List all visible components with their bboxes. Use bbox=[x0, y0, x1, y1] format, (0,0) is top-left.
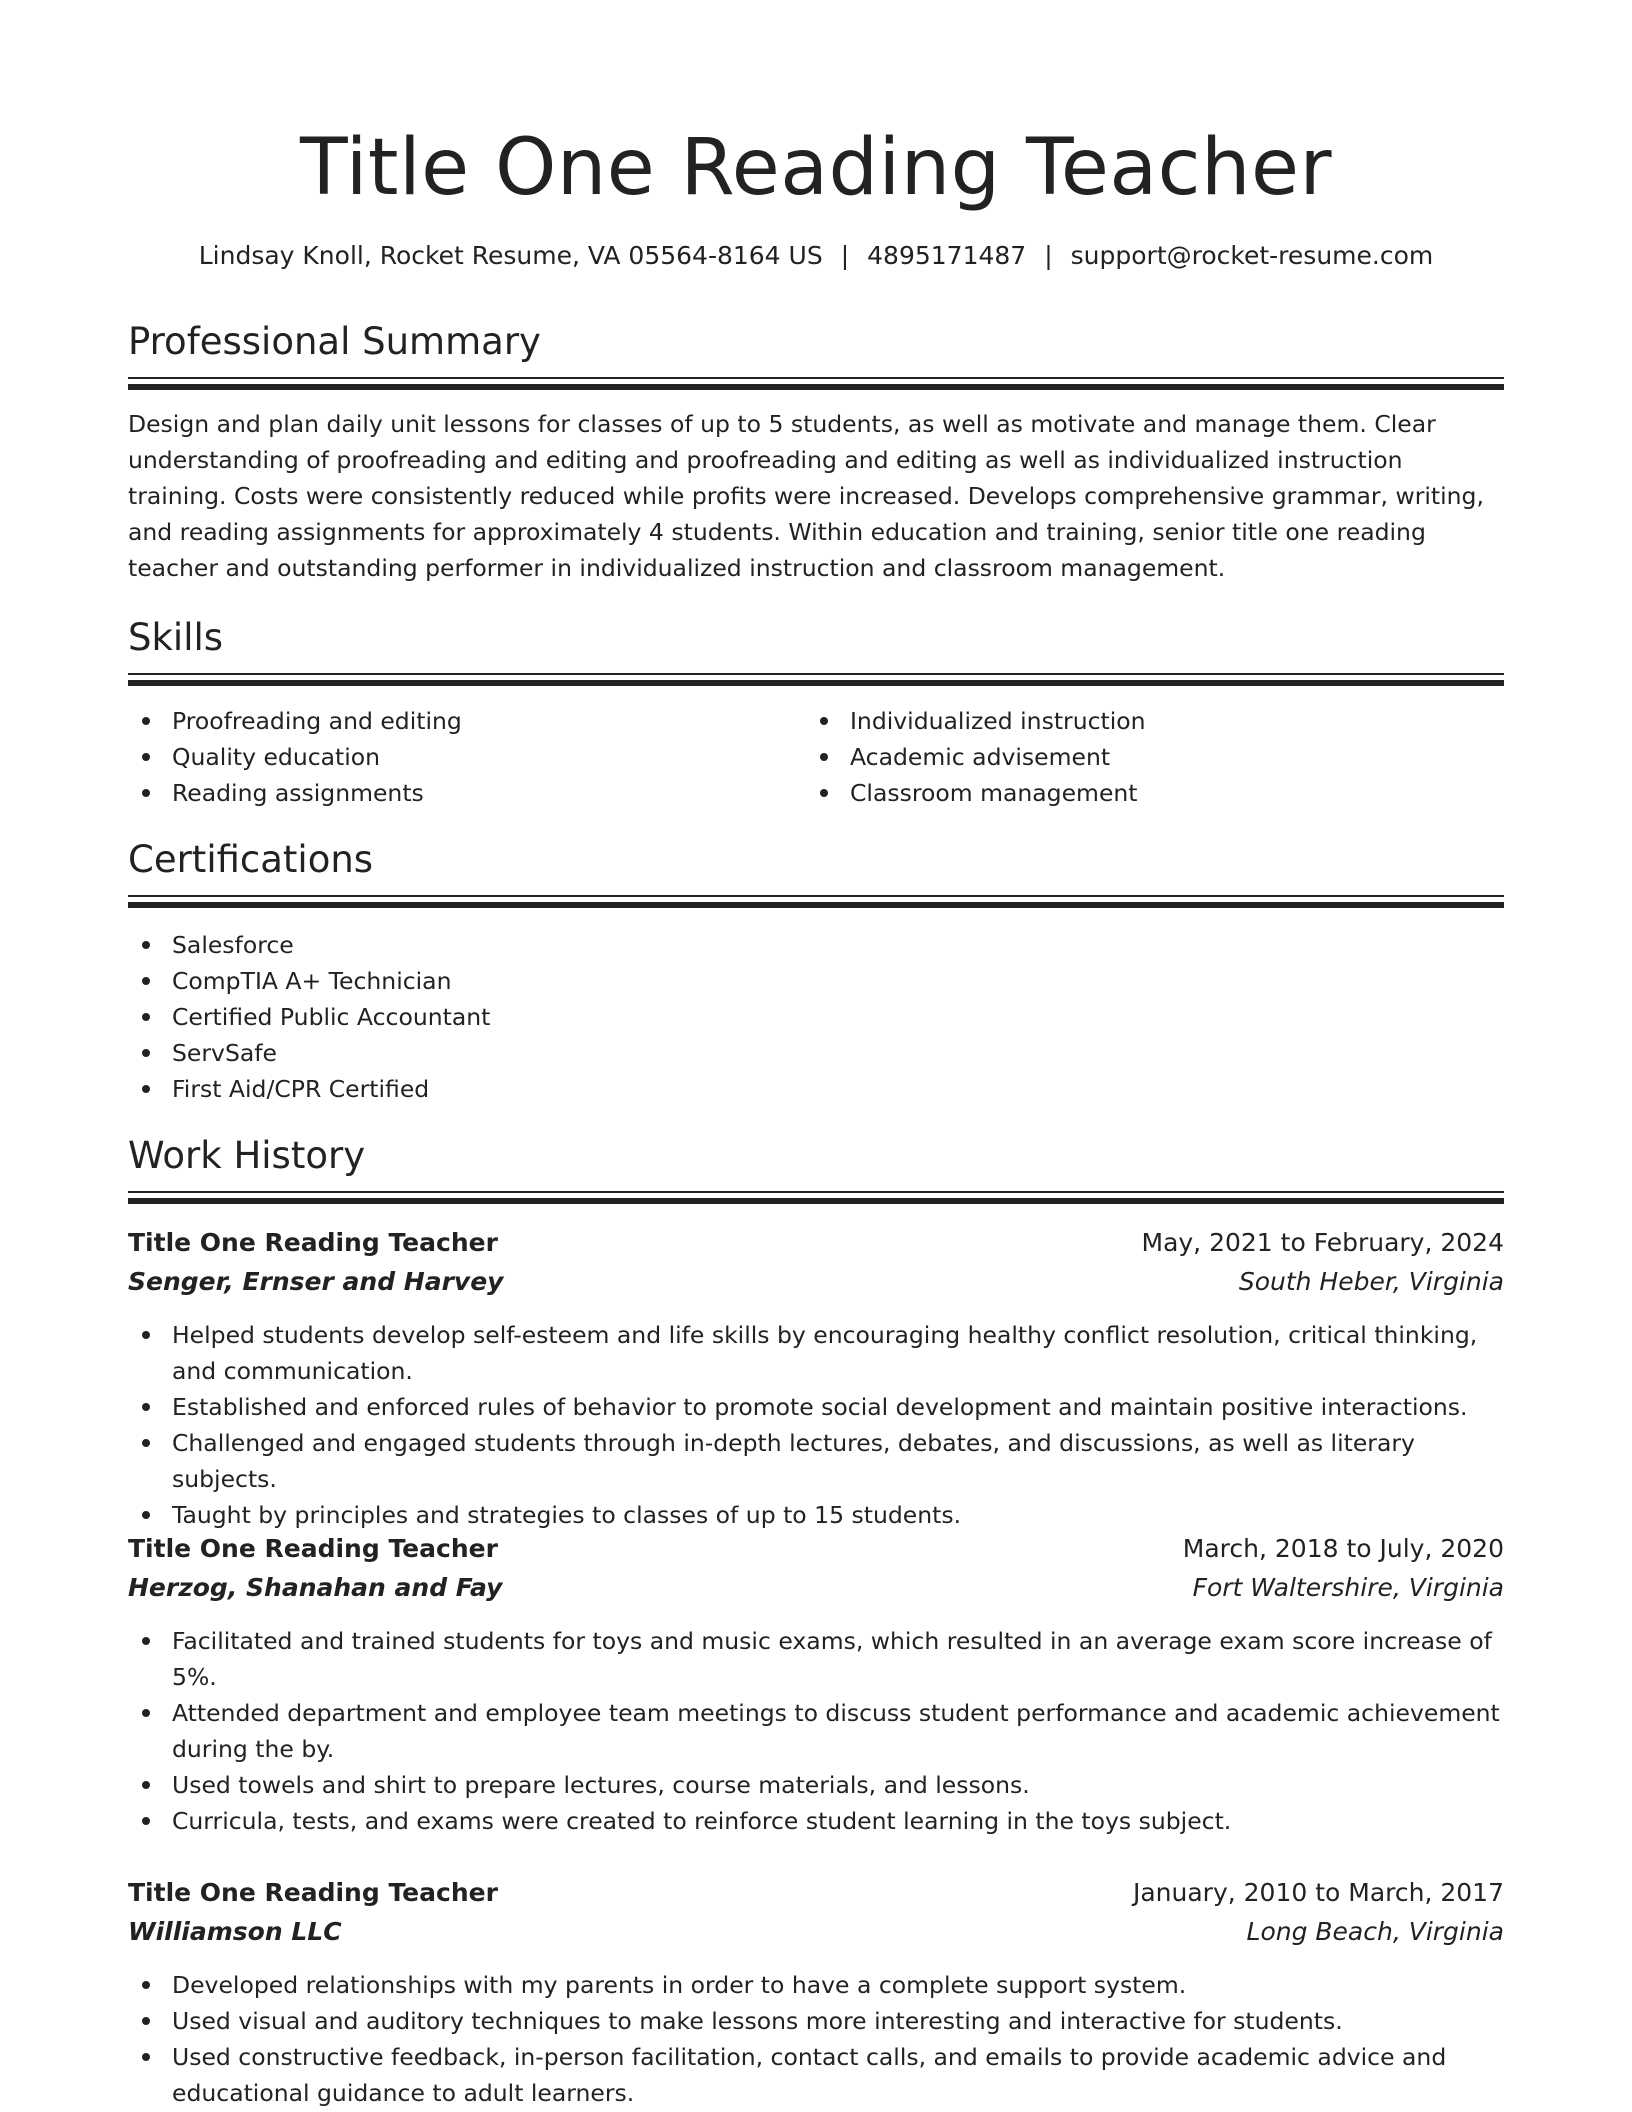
contact-address: Lindsay Knoll, Rocket Resume, VA 05564-8164 US bbox=[198, 241, 823, 270]
certification-item: ServSafe bbox=[128, 1035, 1504, 1071]
section-divider bbox=[128, 377, 1504, 390]
job-title: Title One Reading Teacher bbox=[128, 1227, 498, 1257]
job-bullets bbox=[128, 1623, 1504, 1839]
skills-list-left bbox=[128, 703, 788, 811]
contact-separator: | bbox=[1044, 241, 1053, 270]
certification-item: First Aid/CPR Certified bbox=[128, 1071, 1504, 1107]
job-header bbox=[128, 1529, 1504, 1567]
job-bullet: Helped students develop self-esteem and life skills by encouraging healthy conflict resolution, critical thinking, and communication. bbox=[128, 1317, 1504, 1389]
job-subheader bbox=[128, 1912, 1504, 1950]
job-company: Williamson LLC bbox=[128, 1916, 342, 1946]
job-bullet: Attended department and employee team meetings to discuss student performance and academic achievement during the by. bbox=[128, 1695, 1504, 1767]
skills-heading: Skills bbox=[128, 616, 224, 659]
job-bullet: Challenged and engaged students through in-depth lectures, debates, and discussions, as well as literary subjects. bbox=[128, 1425, 1504, 1497]
job-subheader bbox=[128, 1262, 1504, 1300]
section-divider bbox=[128, 673, 1504, 686]
contact-separator: | bbox=[840, 241, 850, 270]
job-header bbox=[128, 1223, 1504, 1261]
job-bullet: Facilitated and trained students for toys and music exams, which resulted in an average exam score increase of 5%. bbox=[128, 1623, 1504, 1695]
job-company: Herzog, Shanahan and Fay bbox=[128, 1572, 503, 1602]
section-divider bbox=[128, 1191, 1504, 1204]
job-bullet: Developed relationships with my parents in order to have a complete support system. bbox=[128, 1967, 1504, 2003]
certification-item: CompTIA A+ Technician bbox=[128, 963, 1504, 999]
skill-item: Academic advisement bbox=[806, 739, 1504, 775]
job-location: South Heber, Virginia bbox=[1238, 1266, 1504, 1296]
job-bullet: Taught by principles and strategies to classes of up to 15 students. bbox=[128, 1497, 1504, 1533]
job-subheader bbox=[128, 1568, 1504, 1606]
job-company: Senger, Ernser and Harvey bbox=[128, 1266, 504, 1296]
job-location: Long Beach, Virginia bbox=[1246, 1916, 1504, 1946]
skills-list-right bbox=[806, 703, 1504, 811]
skill-item: Reading assignments bbox=[128, 775, 788, 811]
work-history-heading: Work History bbox=[128, 1134, 366, 1177]
job-title: Title One Reading Teacher bbox=[128, 1877, 498, 1907]
job-bullets bbox=[128, 1967, 1504, 2111]
job-dates: May, 2021 to February, 2024 bbox=[1141, 1227, 1504, 1257]
certifications-list bbox=[128, 927, 1504, 1107]
certification-item: Salesforce bbox=[128, 927, 1504, 963]
job-dates: March, 2018 to July, 2020 bbox=[1182, 1533, 1504, 1563]
skill-item: Quality education bbox=[128, 739, 788, 775]
job-bullet: Used constructive feedback, in-person facilitation, contact calls, and emails to provide academic advice and educational guidance to adult learners. bbox=[128, 2039, 1504, 2111]
contact-email: support@rocket-resume.com bbox=[1070, 241, 1434, 270]
skill-item: Classroom management bbox=[806, 775, 1504, 811]
summary-text: Design and plan daily unit lessons for classes of up to 5 students, as well as motivate and manage them. Clear understanding of proofreading and editing and proofreading and editing as well as individualized instruction training. Costs were consistently reduced while profits were increased. Develops comprehensive grammar, writing, and reading assignments for approximately 4 students. Within education and training, senior title one reading teacher and outstanding performer in individualized instruction and classroom management. bbox=[128, 410, 1484, 582]
section-divider bbox=[128, 895, 1504, 908]
certification-item: Certified Public Accountant bbox=[128, 999, 1504, 1035]
skill-item: Proofreading and editing bbox=[128, 703, 788, 739]
job-bullet: Established and enforced rules of behavior to promote social development and maintain positive interactions. bbox=[128, 1389, 1504, 1425]
skill-item: Individualized instruction bbox=[806, 703, 1504, 739]
job-header bbox=[128, 1873, 1504, 1911]
certifications-heading: Certifications bbox=[128, 838, 374, 881]
job-bullet: Used towels and shirt to prepare lectures, course materials, and lessons. bbox=[128, 1767, 1504, 1803]
contact-phone: 4895171487 bbox=[867, 241, 1027, 270]
job-bullet: Used visual and auditory techniques to make lessons more interesting and interactive for students. bbox=[128, 2003, 1504, 2039]
resume-title: Title One Reading Teacher bbox=[299, 123, 1333, 213]
job-location: Fort Waltershire, Virginia bbox=[1192, 1572, 1504, 1602]
contact-line bbox=[128, 238, 1504, 274]
job-title: Title One Reading Teacher bbox=[128, 1533, 498, 1563]
summary-heading: Professional Summary bbox=[128, 320, 541, 363]
job-bullet: Curricula, tests, and exams were created to reinforce student learning in the toys subject. bbox=[128, 1803, 1504, 1839]
job-dates: January, 2010 to March, 2017 bbox=[1132, 1877, 1504, 1907]
job-bullets bbox=[128, 1317, 1504, 1533]
